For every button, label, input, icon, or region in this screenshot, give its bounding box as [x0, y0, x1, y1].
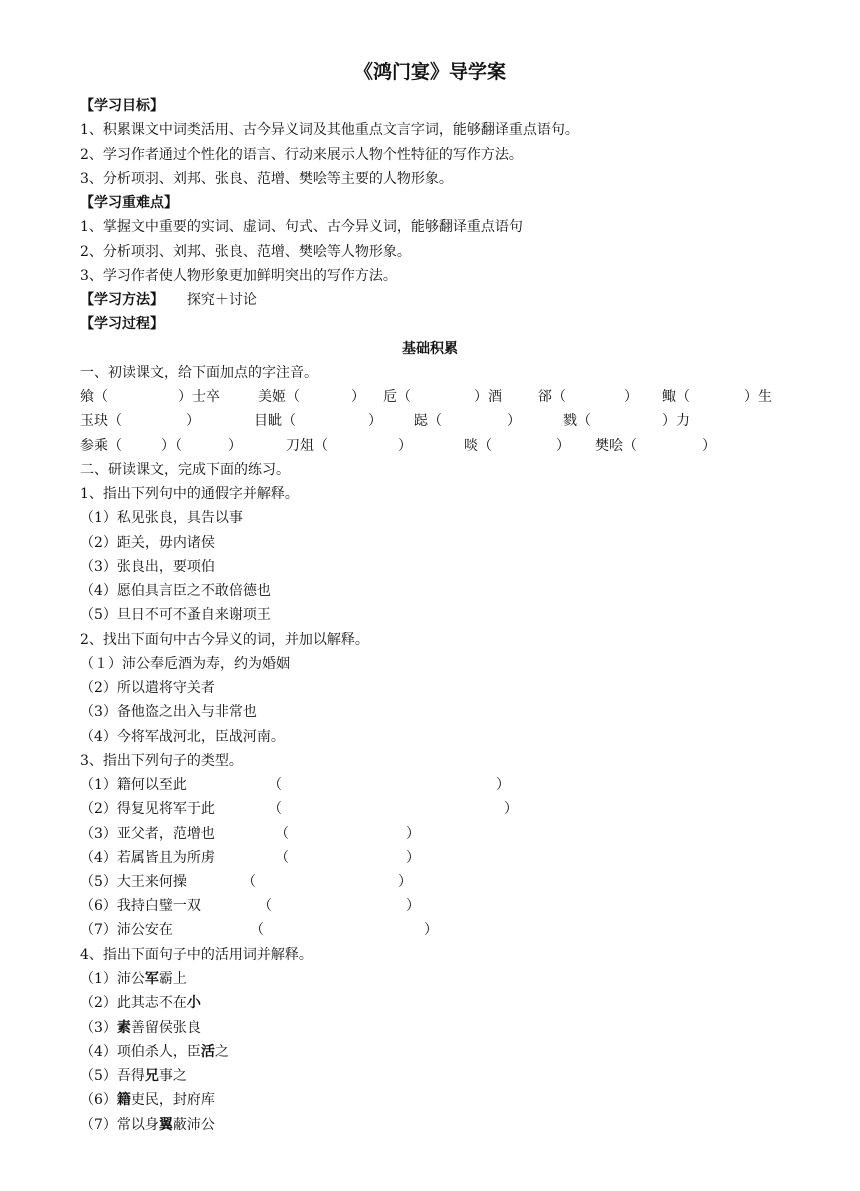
- q4-keyword: 籍: [116, 1092, 131, 1108]
- objective-item: 1、积累课文中词类活用、古今异义词及其他重点文言字词，能够翻译重点语句。: [80, 122, 579, 138]
- q3-item: [80, 918, 438, 942]
- section-subheading: 基础积累: [402, 341, 458, 357]
- q4-keyword: 活: [200, 1044, 215, 1060]
- answer-open-paren: （: [250, 922, 264, 938]
- q1-item: （1）私见张良，具告以事: [80, 510, 243, 526]
- q4-item: [80, 1064, 187, 1088]
- q4-pre: （3）: [80, 1020, 117, 1036]
- q4-post: 蔽沛公: [172, 1117, 215, 1133]
- q4-pre: （4）项伯杀人，臣: [80, 1044, 201, 1060]
- q4-heading: 4、指出下面句子中的活用词并解释。: [80, 947, 313, 963]
- answer-open-paren: （: [268, 801, 282, 817]
- answer-open-paren: （: [275, 850, 289, 866]
- q3-item: [80, 870, 412, 894]
- difficulty-item: 1、掌握文中重要的实词、虚词、句式、古今异义词，能够翻译重点语句: [80, 219, 523, 235]
- q3-sentence: （3）亚父者，范增也: [80, 826, 215, 842]
- pron-item: ）: [368, 413, 382, 429]
- q4-pre: （1）沛公: [80, 971, 145, 987]
- q4-post: 吏民，封府库: [130, 1092, 215, 1108]
- q4-keyword: 翼: [158, 1117, 173, 1133]
- q4-item: [80, 991, 201, 1015]
- q4-keyword: 军: [144, 971, 159, 987]
- q4-keyword: 小: [186, 995, 201, 1011]
- method-value: 探究＋讨论: [186, 292, 257, 308]
- q1-item: （3）张良出，要项伯: [80, 559, 215, 575]
- answer-close-paren: ）: [406, 850, 420, 866]
- q3-item: [80, 822, 420, 846]
- pron-item: 刀俎（: [286, 438, 328, 454]
- pron-item: 樊哙（: [595, 438, 637, 454]
- pron-item: 参乘（: [80, 438, 122, 454]
- pron-item: ）: [228, 438, 242, 454]
- pron-item: ）: [702, 438, 716, 454]
- q3-sentence: （7）沛公安在: [80, 922, 173, 938]
- q4-keyword: 素: [116, 1020, 131, 1036]
- q3-sentence: （4）若属皆且为所虏: [80, 850, 215, 866]
- objectives-heading: 【学习目标】: [80, 98, 164, 114]
- pronunciation-prompt: 一、初读课文，给下面加点的字注音。: [80, 365, 318, 381]
- answer-close-paren: ）: [496, 777, 510, 793]
- q4-item: [80, 1016, 201, 1040]
- answer-close-paren: ）: [406, 898, 420, 914]
- q3-item: [80, 773, 510, 797]
- pron-item: 跽（: [414, 413, 442, 429]
- pron-item: ）: [351, 389, 365, 405]
- q2-item: （2）所以遣将守关者: [80, 680, 215, 696]
- q3-item: [80, 894, 420, 918]
- q1-heading: 1、指出下列句中的通假字并解释。: [80, 486, 299, 502]
- answer-open-paren: （: [258, 898, 272, 914]
- answer-close-paren: ）: [424, 922, 438, 938]
- q3-sentence: （5）大王来何操: [80, 874, 187, 890]
- answer-close-paren: ）: [504, 801, 518, 817]
- objective-item: 2、学习作者通过个性化的语言、行动来展示人物个性特征的写作方法。: [80, 147, 523, 163]
- pron-item: ）: [624, 389, 638, 405]
- q4-pre: （6）: [80, 1092, 117, 1108]
- method-heading: 【学习方法】: [80, 292, 164, 308]
- q1-item: （4）愿伯具言臣之不敢倍德也: [80, 583, 271, 599]
- q4-keyword: 兄: [144, 1068, 159, 1084]
- pron-item: ）: [398, 438, 412, 454]
- q3-sentence: （1）籍何以至此: [80, 777, 187, 793]
- q2-item: （3）备他盗之出入与非常也: [80, 704, 257, 720]
- q1-item: （5）旦日不可不蚤自来谢项王: [80, 607, 271, 623]
- pron-item: 郤（: [538, 389, 566, 405]
- page-title: 《鸿门宴》导学案: [353, 61, 506, 83]
- q4-post: 事之: [158, 1068, 187, 1084]
- q4-item: [80, 967, 187, 991]
- pron-item: 目眦（: [254, 413, 296, 429]
- q2-heading: 2、找出下面句中古今异义的词，并加以解释。: [80, 632, 369, 648]
- pron-item: 戮（: [563, 413, 591, 429]
- objective-item: 3、分析项羽、刘邦、张良、范增、樊哙等主要的人物形象。: [80, 171, 453, 187]
- q3-heading: 3、指出下列句子的类型。: [80, 753, 243, 769]
- difficulties-heading: 【学习重难点】: [80, 195, 178, 211]
- pron-item: 啖（: [464, 438, 492, 454]
- pron-item: ）力: [662, 413, 690, 429]
- q3-sentence: （2）得复见将军于此: [80, 801, 215, 817]
- q4-pre: （5）吾得: [80, 1068, 145, 1084]
- q3-item: [80, 797, 518, 821]
- answer-open-paren: （: [242, 874, 256, 890]
- answer-close-paren: ）: [406, 826, 420, 842]
- difficulty-item: 3、学习作者使人物形象更加鲜明突出的写作方法。: [80, 268, 397, 284]
- process-heading: 【学习过程】: [80, 316, 164, 332]
- q4-post: 之: [214, 1044, 229, 1060]
- q4-post: 善留侯张良: [130, 1020, 201, 1036]
- q3-item: [80, 846, 420, 870]
- q2-item: （１）沛公奉卮酒为寿，约为婚姻: [80, 656, 290, 672]
- q4-item: [80, 1040, 229, 1064]
- method-line: [80, 288, 257, 312]
- q4-post: 霸上: [158, 971, 187, 987]
- pron-item: 玉玦（: [80, 413, 122, 429]
- pron-item: 鲰（: [662, 389, 690, 405]
- pron-item: ）: [556, 438, 570, 454]
- pron-item: ）（: [161, 438, 182, 454]
- study-prompt: 二、研读课文，完成下面的练习。: [80, 462, 290, 478]
- pron-item: 卮（: [383, 389, 411, 405]
- answer-open-paren: （: [268, 777, 282, 793]
- q4-item: [80, 1088, 215, 1112]
- pron-item: ）: [507, 413, 521, 429]
- difficulty-item: 2、分析项羽、刘邦、张良、范增、樊哙等人物形象。: [80, 244, 411, 260]
- q3-sentence: （6）我持白璧一双: [80, 898, 201, 914]
- q4-item: [80, 1113, 215, 1137]
- pron-item: ）生: [744, 389, 772, 405]
- pron-item: 美姬（: [258, 389, 300, 405]
- pron-item: ）: [186, 413, 200, 429]
- q4-pre: （2）此其志不在: [80, 995, 187, 1011]
- answer-close-paren: ）: [398, 874, 412, 890]
- q2-item: （4）今将军战河北，臣战河南。: [80, 729, 285, 745]
- pron-item: ）酒: [474, 389, 502, 405]
- q1-item: （2）距关，毋内诸侯: [80, 535, 215, 551]
- pron-item: 飨（: [80, 389, 108, 405]
- pron-item: ）士卒: [178, 389, 220, 405]
- q4-pre: （7）常以身: [80, 1117, 159, 1133]
- answer-open-paren: （: [275, 826, 289, 842]
